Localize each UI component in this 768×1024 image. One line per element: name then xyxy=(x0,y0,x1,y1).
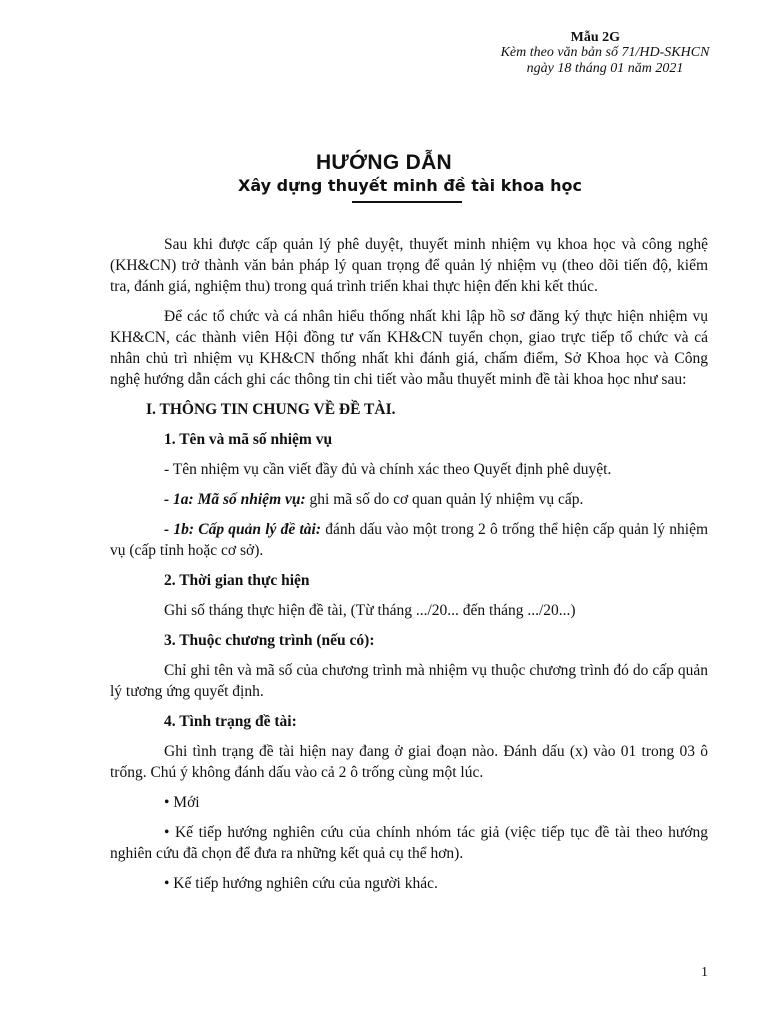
document-title: HƯỚNG DẪN xyxy=(315,151,453,174)
document-subtitle: Xây dựng thuyết minh đề tài khoa học xyxy=(238,176,582,195)
item-3-heading: 3. Thuộc chương trình (nếu có): xyxy=(164,632,375,649)
item-4-text: Ghi tình trạng đề tài hiện nay đang ở giai đoạn nào. Đánh dấu (x) vào 01 trong 03 ô trống. Chú ý không đánh dấu vào cả 2 ô trống cùng một lúc. xyxy=(110,743,708,781)
reference-line-2: ngày 18 tháng 01 năm 2021 xyxy=(526,61,684,76)
item-1-heading: 1. Tên và mã số nhiệm vụ xyxy=(164,431,333,448)
item-1-line-2 xyxy=(110,489,708,510)
section-heading: I. THÔNG TIN CHUNG VỀ ĐỀ TÀI. xyxy=(146,401,396,418)
intro-paragraph-2: Để các tổ chức và cá nhân hiểu thống nhất khi lập hồ sơ đăng ký thực hiện nhiệm vụ KH&CN, các thành viên Hội đồng tư vấn KH&CN tuyển chọn, giao trực tiếp tổ chức và cá nhân chủ trì nhiệm vụ KH&CN thống nhất khi đánh giá, chấm điểm, Sở Khoa học và Công nghệ hướng dẫn cách ghi các thông tin chi tiết vào mẫu thuyết minh đề tài khoa học như sau: xyxy=(110,308,708,388)
item-2-text: Ghi số tháng thực hiện đề tài, (Từ tháng .../20... đến tháng .../20...) xyxy=(164,602,576,619)
item-3-text: Chỉ ghi tên và mã số của chương trình mà nhiệm vụ thuộc chương trình đó do cấp quản lý tương ứng quyết định. xyxy=(110,662,708,700)
management-level-text: đánh dấu vào một trong 2 ô trống thể hiện cấp quản lý nhiệm vụ (cấp tỉnh hoặc cơ sở). xyxy=(110,521,709,559)
item-2-heading: 2. Thời gian thực hiện xyxy=(164,572,310,589)
item-1-line-1: - Tên nhiệm vụ cần viết đầy đủ và chính xác theo Quyết định phê duyệt. xyxy=(164,461,612,478)
status-option-continue-own: • Kế tiếp hướng nghiên cứu của chính nhóm tác giả (việc tiếp tục đề tài theo hướng nghiên cứu đã chọn để đưa ra những kết quả cụ thể hơn). xyxy=(110,824,708,862)
status-option-continue-other: • Kế tiếp hướng nghiên cứu của người khác. xyxy=(164,875,438,892)
management-level-label: - 1b: Cấp quản lý đề tài: xyxy=(164,521,322,538)
title-underline xyxy=(352,201,462,203)
item-1-line-3 xyxy=(110,519,708,561)
code-label: - 1a: Mã số nhiệm vụ: xyxy=(164,491,306,508)
reference-line-1: Kèm theo văn bản số 71/HD-SKHCN xyxy=(500,45,710,60)
document-body xyxy=(110,234,708,903)
status-option-new: • Mới xyxy=(164,794,200,811)
form-id: Mẫu 2G xyxy=(570,30,620,45)
page-number: 1 xyxy=(701,965,708,980)
intro-paragraph-1: Sau khi được cấp quản lý phê duyệt, thuyết minh nhiệm vụ khoa học và công nghệ (KH&CN) trở thành văn bản pháp lý quan trọng để quản lý nhiệm vụ (theo dõi tiến độ, kiểm tra, đánh giá, nghiệm thu) trong quá trình triển khai thực hiện đến khi kết thúc. xyxy=(110,236,708,295)
item-4-heading: 4. Tình trạng đề tài: xyxy=(164,713,297,730)
code-text: ghi mã số do cơ quan quản lý nhiệm vụ cấp. xyxy=(305,491,584,508)
